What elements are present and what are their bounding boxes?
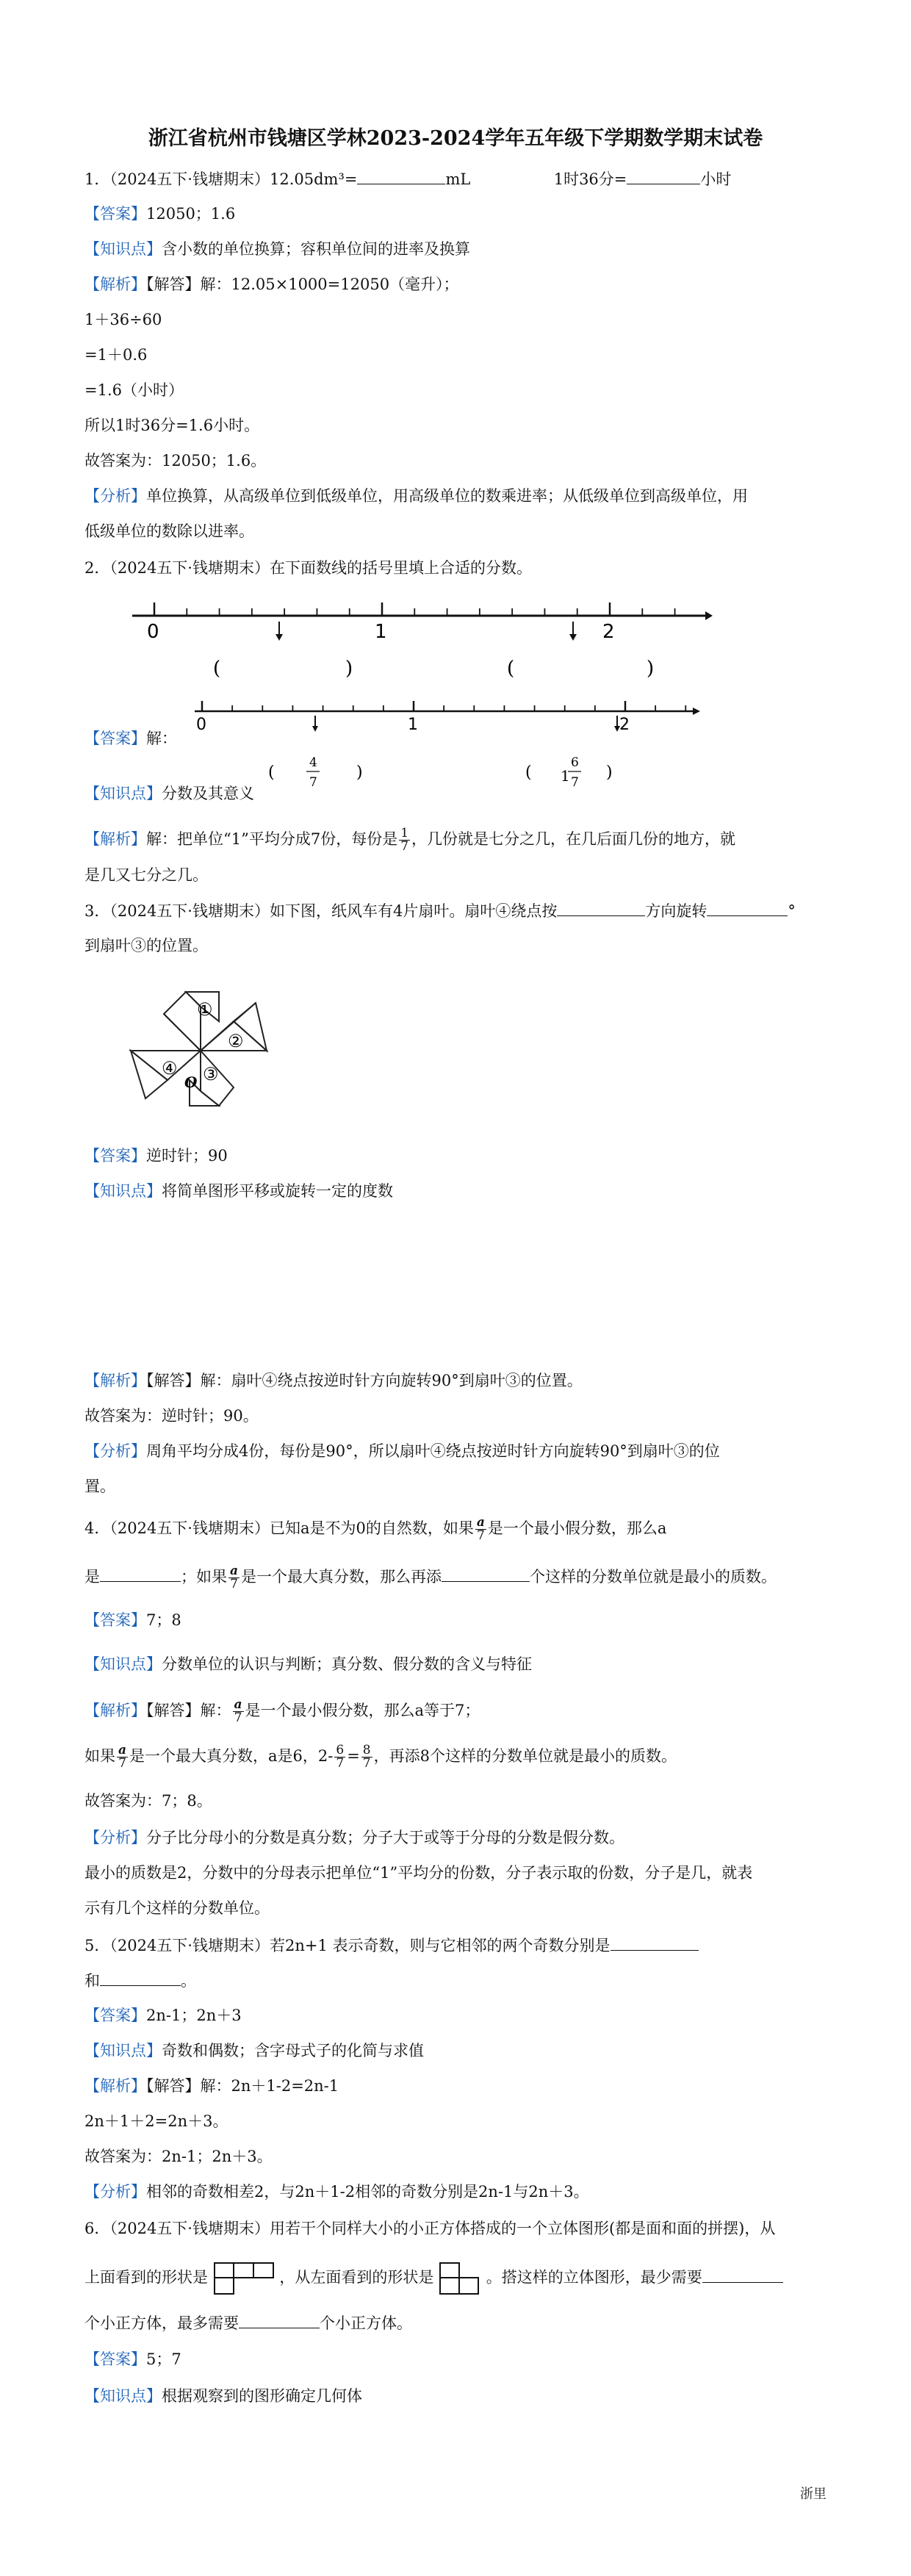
q3-blank-2[interactable] [707,899,788,916]
down-arrow-icon [312,726,318,732]
center-point-label: O [184,1073,198,1091]
q1-knowledge: 【知识点】含小数的单位换算；容积单位间的进率及换算 [84,240,470,258]
q3-answer: 【答案】逆时针；90 [84,1147,228,1165]
q1-sol-line: 1＋36÷60 [84,311,162,328]
blade-label-1: ① [197,999,213,1020]
q2-answer: 【答案】解： [84,730,177,747]
q4-answer: 【答案】7；8 [84,1611,181,1629]
fraction: $\frac{a}{7}$ [234,1697,242,1725]
q3-analysis: 【分析】周角平均分成4份，每份是90°，所以扇叶④绕点按逆时针方向旋转90°到扇叶③的位 [84,1442,720,1460]
q3-sol-line: 故答案为：逆时针；90。 [84,1407,259,1425]
fraction: $\frac{a}{7}$ [230,1564,239,1591]
q1-sol-line: 所以1时36分=1.6小时。 [84,417,260,434]
tick-label-0: 0 [147,621,159,643]
q5-sol-line: 故答案为：2n-1；2n＋3。 [84,2148,273,2165]
q2-stem: 2．（2024五下·钱塘期末）在下面数线的括号里填上合适的分数。 [84,559,532,577]
q2-solution: 【解析】解：把单位“1”平均分成7份，每份是 $\frac{1}{7}$ ，几份就是七分之几，在几后面几份的地方，就 [84,826,736,854]
q3-knowledge: 【知识点】将简单图形平移或旋转一定的度数 [84,1182,393,1200]
answer-paren-right: ) [356,763,363,782]
q4-blank-2[interactable] [442,1565,530,1582]
q1-sol-line: =1.6（小时） [84,381,184,399]
answer-paren-right: ) [606,763,613,782]
blade-label-4: ④ [162,1058,178,1079]
q4-stem: 4．（2024五下·钱塘期末）已知a是不为0的自然数，如果 $\frac{a}{7}$ 是一个最小假分数，那么a [84,1515,667,1543]
pinwheel-figure [116,977,285,1124]
q1-analysis-cont: 低级单位的数除以进率。 [84,522,254,540]
q5-knowledge: 【知识点】奇数和偶数；含字母式子的化简与求值 [84,2042,424,2059]
tick-label-1: 1 [408,716,418,734]
q1-answer: 【答案】12050；1.6 [84,205,236,223]
q4-knowledge: 【知识点】分数单位的认识与判断；真分数、假分数的含义与特征 [84,1655,532,1673]
blade-label-3: ③ [203,1064,219,1084]
q2-number-line [125,594,713,689]
fraction: $\frac{a}{7}$ [118,1743,127,1771]
answer-frac-num: 4 [309,755,317,770]
top-view-shape [213,2262,275,2295]
q4-solution: 【解析】【解答】解： $\frac{a}{7}$ 是一个最小假分数，那么a等于7； [84,1697,480,1725]
blank-paren-left: ( [213,658,221,680]
left-view-shape [439,2262,481,2295]
q6-stem: 6．（2024五下·钱塘期末）用若干个同样大小的小正方体搭成的一个立体图形(都是面和面的拼摆)，从 [84,2220,776,2237]
q5-sol-line: 2n＋1＋2=2n＋3。 [84,2112,228,2130]
answer-paren-left: ( [525,763,532,782]
fraction: $\frac{a}{7}$ [476,1515,485,1543]
q4-analysis-cont: 最小的质数是2，分数中的分母表示把单位“1”平均分的份数，分子表示取的份数，分子是几，就表 [84,1864,753,1882]
fraction: $\frac{6}{7}$ [336,1743,345,1771]
fraction: $\frac{1}{7}$ [400,826,409,854]
q5-answer: 【答案】2n-1；2n＋3 [84,2007,242,2024]
q6-blank-1[interactable] [702,2266,783,2283]
q5-analysis: 【分析】相邻的奇数相差2，与2n＋1-2相邻的奇数分别是2n-1与2n＋3。 [84,2183,589,2201]
q3-stem-cont: 到扇叶③的位置。 [84,937,208,954]
arrow-head-icon [705,611,713,620]
q4-analysis: 【分析】分子比分母小的分数是真分数；分子大于或等于分母的分数是假分数。 [84,1829,624,1846]
q1-stem: 1．（2024五下·钱塘期末）12.05dm³= mL 1时36分= 小时 [84,168,731,190]
q5-solution: 【解析】【解答】解：2n＋1-2=2n-1 [84,2077,339,2095]
q6-blank-2[interactable] [239,2311,320,2328]
answer-frac-num: 6 [571,755,579,770]
tick-label-2: 2 [602,621,615,643]
q3-solution: 【解析】【解答】解：扇叶④绕点按逆时针方向旋转90°到扇叶③的位置。 [84,1372,583,1389]
blank-paren-right: ) [647,658,655,680]
q5-blank-2[interactable] [100,1969,181,1986]
q2-knowledge: 【知识点】分数及其意义 [84,785,254,802]
q5-blank-1[interactable] [611,1934,699,1951]
tick-marks [154,602,675,616]
q1-blank-2[interactable] [627,168,700,184]
answer-frac-den: 7 [571,775,579,790]
fraction: $\frac{8}{7}$ [362,1743,371,1771]
q4-sol-line: 故答案为：7；8。 [84,1792,212,1810]
blade-label-2: ② [228,1031,244,1051]
down-arrow-icon [276,634,283,641]
q1-blank-1[interactable] [357,168,445,184]
q3-blank-1[interactable] [557,899,645,916]
blank-paren-left: ( [507,658,515,680]
q3-analysis-cont: 置。 [84,1478,115,1495]
q5-stem-cont: 和 。 [84,1969,196,1992]
answer-paren-left: ( [268,763,275,782]
q6-stem-cont: 个小正方体，最多需要 个小正方体。 [84,2311,412,2334]
q1-analysis: 【分析】单位换算，从高级单位到低级单位，用高级单位的数乘进率；从低级单位到高级单位，用 [84,487,748,505]
q4-sol-line: 如果 $\frac{a}{7}$ 是一个最大真分数，a是6，2- $\frac{6}{7}$ = $\frac{8}{7}$ ，再添8个这样的分数单位就是最小的质数。 [84,1743,677,1771]
q5-stem: 5．（2024五下·钱塘期末）若2n+1 表示奇数，则与它相邻的两个奇数分别是 [84,1934,699,1957]
q6-knowledge: 【知识点】根据观察到的图形确定几何体 [84,2387,362,2405]
blank-paren-right: ) [345,658,353,680]
tick-label-2: 2 [619,716,630,734]
q6-stem-cont: 上面看到的形状是 ，从左面看到的形状是 。搭这样的立体图形，最少需要 [84,2262,783,2295]
page-title: 浙江省杭州市钱塘区学林2023-2024学年五年级下学期数学期末试卷 [148,127,763,150]
q4-blank-1[interactable] [100,1565,181,1582]
page-footer: 浙里 [800,2486,827,2502]
q2-solution-cont: 是几又七分之几。 [84,866,208,884]
q1-sol-line: =1＋0.6 [84,346,148,364]
answer-frac-den: 7 [309,775,317,790]
q1-sol-line: 故答案为：12050；1.6。 [84,452,267,469]
answer-frac-whole: 1 [561,767,570,785]
q4-stem-cont: 是 ；如果 $\frac{a}{7}$ 是一个最大真分数，那么再添 个这样的分数单位就是最小的质数。 [84,1564,777,1591]
q1-solution: 【解析】【解答】解：12.05×1000=12050（毫升）； [84,276,459,293]
q6-answer: 【答案】5；7 [84,2350,181,2368]
tick-label-1: 1 [375,621,387,643]
tick-label-0: 0 [196,716,206,734]
arrow-head-icon [693,708,700,715]
q4-analysis-cont: 示有几个这样的分数单位。 [84,1899,270,1917]
q3-stem: 3．（2024五下·钱塘期末）如下图，纸风车有4片扇叶。扇叶④绕点按 方向旋转 ° [84,899,796,922]
tick-marks [202,701,685,711]
down-arrow-icon [569,634,577,641]
q2-answer-number-line [187,689,702,799]
